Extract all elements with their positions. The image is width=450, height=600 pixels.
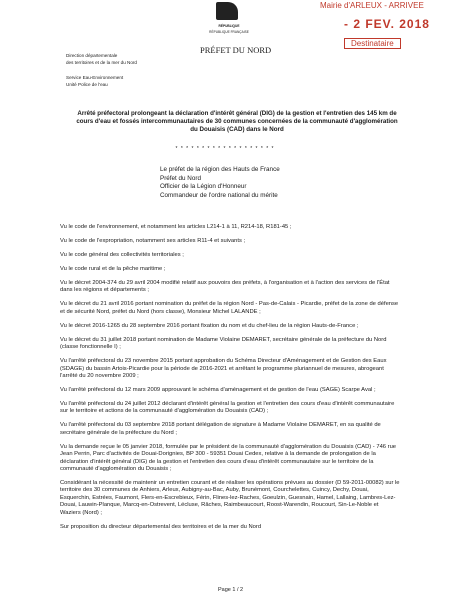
paragraph: Vu le code de l'expropriation, notamment ses articles R11-4 et suivants ; (60, 238, 246, 244)
logo-text-2: RÉPUBLIQUE FRANÇAISE (209, 30, 249, 34)
prefect-line: Le préfet de la région des Hauts de France (160, 166, 280, 173)
decree-title: Arrêté préfectoral prolongeant la déclaration d'intérêt général (DIG) de la gestion et l'entretien des 145 km de cours d'eau et fossés intercommunautaires de 30 communes concernées de la communauté d'agglomération du Douaisis (CAD) dans le Nord (76, 110, 398, 133)
unit-line: Unité Police de l'eau (66, 81, 108, 87)
paragraph: Vu le code général des collectivités territoriales ; (60, 252, 184, 258)
direction-line: des territoires et de la mer du Nord (66, 59, 137, 65)
paragraph: Vu le code rural et de la pêche maritime ; (60, 266, 166, 272)
stamp-header: Mairie d'ARLEUX - ARRIVEE (320, 1, 424, 10)
page-number: Page 1 / 2 (218, 587, 244, 593)
paragraph: Vu l'arrêté préfectoral du 23 novembre 2015 portant approbation du Schéma Directeur d'Aménagement et de Gestion des Eaux (SDAGE) du bassin Artois-Picardie pour la période de 2016-2021 et arrêtant le programme pluriannuel de mesures, abrogeant l'arrêté du 20 novembre 2009 ; (60, 358, 387, 380)
paragraph: Considérant la nécessité de maintenir un entretien courant et de réaliser les opérations prévues au dossier (D 59-2011-00082) sur le territoire des 30 communes de Anhiers, Arleux, Aubigny-au-Bac, Auby, Brunémont, Courchelettes, Cuincy, Dechy, Douai, Esquerchin, Estrées, Faumont, Flers-en-Escrebieux, Férin, Flines-lez-Raches, Goeulzin, Guesnain, Hamel, Lallaing, Lambres-Lez-Douai, Lauwin-Planque, Marcq-en-Ostrevent, Lécluse, Râches, Raimbeaucourt, Roost-Warendin, Roucourt, Sin-Le-Noble et Waziers (Nord) ; (60, 480, 400, 516)
paragraph: Vu l'arrêté préfectoral du 12 mars 2009 approuvant le schéma d'aménagement et de gestion de l'eau (SAGE) Scarpe Aval ; (60, 387, 376, 394)
paragraph: Vu l'arrêté préfectoral du 03 septembre 2018 portant délégation de signature à Madame Violaine DEMARET, en sa qualité de secrétaire générale de la préfecture du Nord ; (60, 422, 381, 436)
paragraph: Vu le décret 2016-1265 du 28 septembre 2016 portant fixation du nom et du chef-lieu de la région Hauts-de-France ; (60, 322, 359, 329)
separator: * * * * * * * * * * * * * * * * * * * (175, 146, 275, 152)
paragraph: Vu le code de l'environnement, et notamment les articles L214-1 à 11, R214-18, R181-45 ; (60, 224, 292, 230)
paragraph: Vu le décret du 21 avril 2016 portant nomination du préfet de la région Nord - Pas-de-Calais - Picardie, préfet de la zone de défense et de sécurité Nord, préfet du Nord (hors classe), Monsieur Michel LALANDE ; (60, 301, 399, 315)
reception-stamp (312, 0, 440, 54)
prefect-line: Commandeur de l'ordre national du mérite (160, 191, 278, 199)
paragraph: Vu la demande reçue le 05 janvier 2018, formulée par le président de la communauté d'agglomération du Douaisis (CAD) - 746 rue Jean Perrin, Parc d'activités de Douai-Dorignies, BP 300 - 59351 Douai Cedex, relative à la demande de prolongation de la déclaration d'intérêt général (DIG) de la gestion et l'entretien des cours d'eau d'intérêt communautaire sur le territoire de la communauté d'agglomération du Douaisis ; (60, 443, 397, 473)
direction-block (66, 53, 176, 88)
service-line: Service Eau-Environnement (66, 75, 124, 80)
prefect-block (160, 166, 360, 200)
decree-body (60, 224, 400, 538)
paragraph: Vu le décret du 31 juillet 2018 portant nomination de Madame Violaine DEMARET, secrétaire générale de la préfecture du Nord (classe fonctionnelle I) ; (60, 336, 387, 351)
logo-text-1: RÉPUBLIQUE (218, 24, 240, 28)
direction-line: Direction départementale (66, 53, 118, 58)
prefect-line: Préfet du Nord (160, 174, 201, 182)
paragraph: Vu l'arrêté préfectoral du 24 juillet 2012 déclarant d'intérêt général la gestion et l'entretien des cours d'eau d'intérêt communautaire sur le territoire et actions de la communauté d'agglomération du Douaisis (CAD) ; (60, 401, 395, 415)
prefect-title: PRÉFET DU NORD (200, 45, 272, 55)
stamp-date: - 2 FEV. 2018 (344, 17, 430, 31)
marianne-icon (216, 2, 238, 20)
prefect-line: Officier de la Légion d'Honneur (160, 183, 247, 190)
paragraph: Sur proposition du directeur départemental des territoires et de la mer du Nord (60, 523, 262, 530)
paragraph: Vu le décret 2004-374 du 29 avril 2004 modifié relatif aux pouvoirs des préfets, à l'organisation et à l'action des services de l'État dans les régions et départements ; (60, 280, 390, 294)
stamp-label: Destinataire (344, 38, 401, 49)
republic-logo (200, 0, 258, 40)
